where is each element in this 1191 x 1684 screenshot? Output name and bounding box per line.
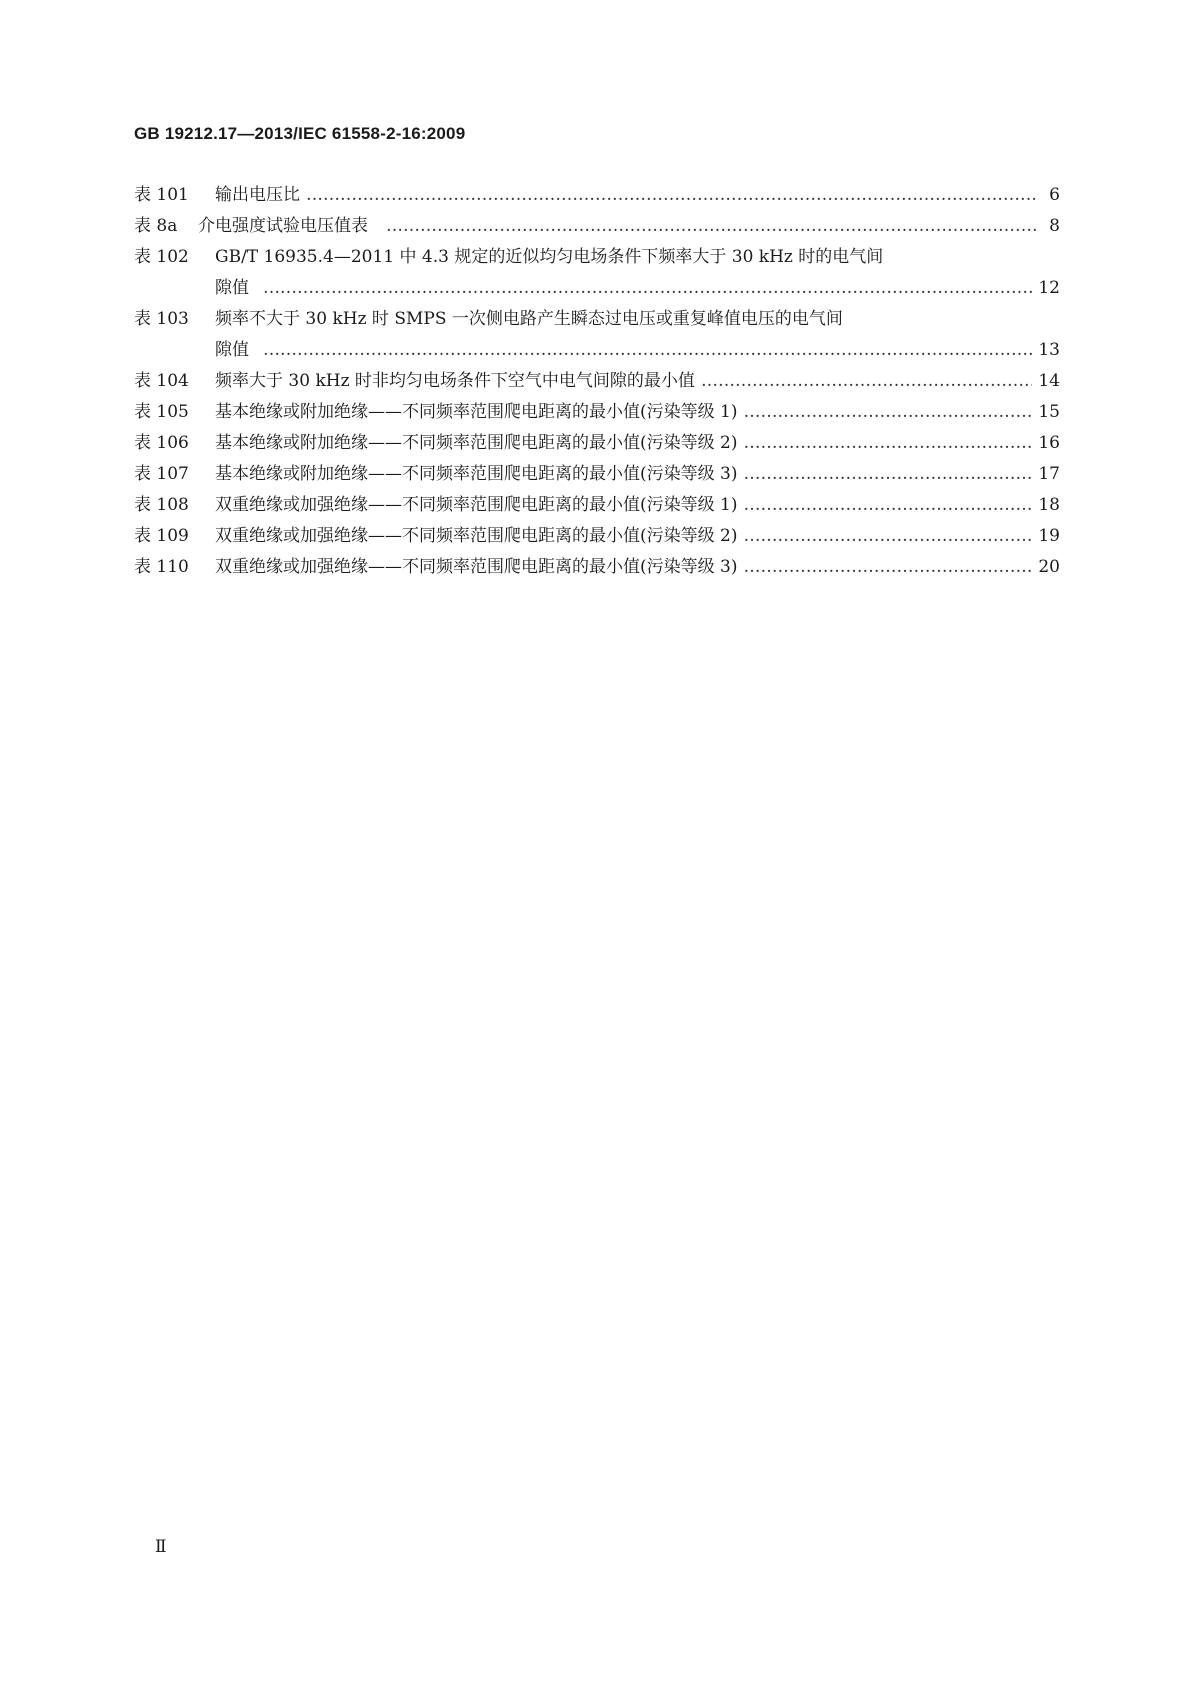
toc-entry-line bbox=[215, 304, 1060, 335]
table-of-tables bbox=[134, 180, 1060, 583]
document-header: GB 19212.17—2013/IEC 61558-2-16:2009 bbox=[134, 124, 466, 143]
toc-entry-title-continued: 隙值 bbox=[215, 278, 249, 298]
toc-entry-title: 双重绝缘或加强绝缘——不同频率范围爬电距离的最小值(污染等级 1) bbox=[215, 495, 738, 515]
toc-entry[interactable] bbox=[134, 242, 1060, 304]
toc-entry-line bbox=[215, 521, 1060, 552]
toc-entry-page: 17 bbox=[1038, 464, 1060, 484]
dot-leader bbox=[743, 428, 1032, 459]
toc-entry-title: 基本绝缘或附加绝缘——不同频率范围爬电距离的最小值(污染等级 1) bbox=[215, 402, 738, 422]
toc-entry-page: 13 bbox=[1038, 340, 1060, 360]
toc-entry-page: 18 bbox=[1038, 495, 1060, 515]
toc-entry-line bbox=[215, 242, 1060, 273]
toc-entry-line bbox=[198, 211, 1060, 242]
dot-leader bbox=[743, 552, 1032, 583]
toc-entry-label: 表 108 bbox=[134, 495, 189, 515]
dot-leader bbox=[386, 211, 1036, 242]
toc-entry-line bbox=[215, 459, 1060, 490]
toc-entry-line bbox=[215, 366, 1060, 397]
toc-entry-line bbox=[215, 428, 1060, 459]
toc-entry[interactable] bbox=[134, 397, 1060, 428]
toc-entry-title: GB/T 16935.4—2011 中 4.3 规定的近似均匀电场条件下频率大于 30 kHz 时的电气间 bbox=[215, 247, 884, 267]
toc-entry-line bbox=[215, 552, 1060, 583]
toc-entry-page: 12 bbox=[1038, 278, 1060, 298]
toc-entry-title: 基本绝缘或附加绝缘——不同频率范围爬电距离的最小值(污染等级 2) bbox=[215, 433, 738, 453]
toc-entry[interactable] bbox=[134, 211, 1060, 242]
toc-entry-title: 介电强度试验电压值表 bbox=[198, 216, 368, 236]
dot-leader bbox=[306, 180, 1036, 211]
dot-leader bbox=[701, 366, 1032, 397]
toc-entry-title: 频率不大于 30 kHz 时 SMPS 一次侧电路产生瞬态过电压或重复峰值电压的电气间 bbox=[215, 309, 843, 329]
toc-entry-line bbox=[215, 490, 1060, 521]
toc-entry-line bbox=[215, 397, 1060, 428]
toc-entry-title: 基本绝缘或附加绝缘——不同频率范围爬电距离的最小值(污染等级 3) bbox=[215, 464, 738, 484]
toc-entry-line bbox=[215, 273, 1060, 304]
dot-leader bbox=[263, 335, 1032, 366]
toc-entry-page: 16 bbox=[1038, 433, 1060, 453]
toc-entry-label: 表 102 bbox=[134, 247, 189, 267]
toc-entry-title: 双重绝缘或加强绝缘——不同频率范围爬电距离的最小值(污染等级 3) bbox=[215, 557, 738, 577]
toc-entry[interactable] bbox=[134, 180, 1060, 211]
toc-entry[interactable] bbox=[134, 366, 1060, 397]
toc-entry-label: 表 105 bbox=[134, 402, 189, 422]
toc-entry-title: 输出电压比 bbox=[215, 185, 300, 205]
dot-leader bbox=[743, 459, 1032, 490]
toc-entry-page: 20 bbox=[1038, 557, 1060, 577]
toc-entry-line bbox=[215, 335, 1060, 366]
toc-entry[interactable] bbox=[134, 428, 1060, 459]
toc-entry-title: 双重绝缘或加强绝缘——不同频率范围爬电距离的最小值(污染等级 2) bbox=[215, 526, 738, 546]
dot-leader bbox=[743, 521, 1032, 552]
toc-entry[interactable] bbox=[134, 459, 1060, 490]
toc-entry-label: 表 8a bbox=[134, 216, 178, 236]
dot-leader bbox=[263, 273, 1032, 304]
toc-entry-line bbox=[215, 180, 1060, 211]
toc-entry[interactable] bbox=[134, 552, 1060, 583]
toc-entry-label: 表 103 bbox=[134, 309, 189, 329]
toc-entry-title-continued: 隙值 bbox=[215, 340, 249, 360]
toc-entry-label: 表 106 bbox=[134, 433, 189, 453]
toc-entry-page: 14 bbox=[1038, 371, 1060, 391]
dot-leader bbox=[743, 397, 1032, 428]
toc-entry-label: 表 101 bbox=[134, 185, 189, 205]
toc-entry-title: 频率大于 30 kHz 时非均匀电场条件下空气中电气间隙的最小值 bbox=[215, 371, 695, 391]
toc-entry[interactable] bbox=[134, 521, 1060, 552]
toc-entry[interactable] bbox=[134, 490, 1060, 521]
toc-entry-page: 6 bbox=[1049, 185, 1060, 205]
toc-entry-page: 19 bbox=[1038, 526, 1060, 546]
toc-entry-label: 表 109 bbox=[134, 526, 189, 546]
toc-entry-label: 表 110 bbox=[134, 557, 189, 577]
toc-entry-label: 表 107 bbox=[134, 464, 189, 484]
toc-entry-page: 15 bbox=[1038, 402, 1060, 422]
page-number: Ⅱ bbox=[155, 1537, 167, 1557]
toc-entry[interactable] bbox=[134, 304, 1060, 366]
toc-entry-label: 表 104 bbox=[134, 371, 189, 391]
toc-entry-page: 8 bbox=[1049, 216, 1060, 236]
dot-leader bbox=[743, 490, 1032, 521]
